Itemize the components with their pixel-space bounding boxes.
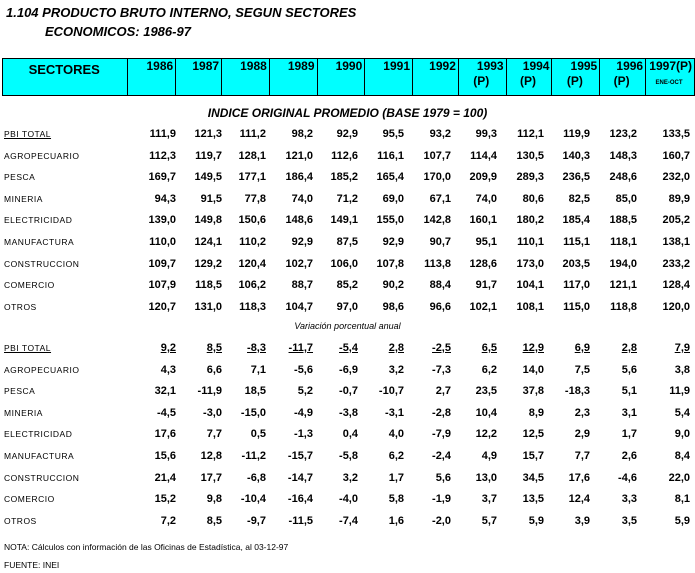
year-header (413, 59, 459, 96)
table-cell: 148,6 (285, 214, 313, 227)
table-row (0, 149, 695, 165)
table-cell: -6,8 (247, 471, 266, 484)
table-cell: -15,0 (240, 406, 266, 419)
table-cell: 8,4 (674, 450, 690, 462)
table-cell: 106,2 (238, 279, 266, 292)
year-label: 1995 (570, 59, 598, 73)
table-row (0, 257, 695, 273)
table-cell: 3,9 (574, 514, 590, 527)
table-cell: 7,7 (574, 450, 590, 462)
table-cell: 110,0 (149, 236, 176, 248)
table-cell: 92,9 (336, 128, 358, 140)
table-cell: 114,4 (470, 149, 497, 162)
year-suffix: (P) (613, 74, 630, 88)
table-cell: 1,7 (621, 428, 637, 441)
table-cell: 112,6 (331, 149, 358, 162)
table-cell: -10,4 (240, 493, 266, 506)
table-cell: 15,6 (154, 450, 176, 462)
row-label: MANUFACTURA (4, 237, 75, 247)
table-cell: 209,9 (469, 171, 497, 184)
row-label: OTROS (4, 301, 37, 312)
table-cell: -7,3 (432, 363, 451, 376)
table-cell: 9,8 (206, 493, 222, 506)
table-cell: -7,9 (432, 428, 451, 441)
section1-title: INDICE ORIGINAL PROMEDIO (BASE 1979 = 100) (207, 106, 488, 120)
table-cell: -3,0 (203, 406, 222, 419)
year-header (600, 59, 646, 96)
table-cell: 149,8 (194, 214, 222, 227)
table-cell: 133,5 (662, 128, 690, 140)
table-cell: 165,4 (376, 171, 404, 184)
table-cell: 205,2 (662, 214, 690, 227)
table-cell: -1,3 (294, 428, 313, 441)
table-cell: -5,8 (339, 450, 358, 462)
table-cell: 11,9 (669, 385, 690, 398)
table-row (0, 384, 695, 400)
table-cell: 120,7 (148, 300, 176, 313)
table-row (0, 213, 695, 229)
table-cell: 92,9 (382, 236, 404, 248)
table-cell: 5,6 (621, 363, 637, 376)
table-cell: 128,4 (662, 279, 690, 292)
table-cell: 149,5 (194, 171, 222, 184)
table-cell: 14,0 (522, 363, 544, 376)
table-cell: 89,9 (668, 192, 690, 205)
table-cell: 5,9 (528, 514, 544, 527)
table-cell: 128,6 (469, 257, 497, 270)
sectors-header: SECTORES (3, 59, 128, 96)
table-row (0, 341, 695, 357)
row-label: CONSTRUCCION (4, 472, 80, 483)
table-cell: 90,7 (429, 236, 451, 248)
table-cell: 97,0 (336, 300, 358, 313)
table-cell: 3,3 (621, 493, 637, 506)
row-label: COMERCIO (4, 280, 55, 291)
table-cell: 115,0 (563, 300, 590, 313)
table-cell: 91,7 (475, 279, 497, 292)
table-cell: 74,0 (291, 192, 313, 205)
table-cell: -6,9 (339, 363, 358, 376)
table-cell: 104,1 (516, 279, 544, 292)
table-cell: 37,8 (522, 385, 544, 398)
row-label: PBI TOTAL (4, 129, 52, 139)
table-cell: 17,6 (154, 428, 176, 441)
table-row (0, 278, 695, 294)
header-row (3, 59, 695, 96)
row-label: AGROPECUARIO (4, 364, 80, 375)
table-cell: 5,7 (481, 514, 497, 527)
table-cell: 6,6 (206, 363, 222, 376)
row-label: PESCA (4, 172, 36, 183)
table-row (0, 170, 695, 186)
table-row (0, 192, 695, 208)
table-cell: 8,1 (674, 493, 690, 506)
table-cell: 94,3 (154, 192, 176, 205)
table-cell: 34,5 (522, 471, 544, 484)
table-cell: 98,2 (291, 128, 313, 140)
table-cell: 104,7 (285, 300, 313, 313)
table-cell: 6,9 (574, 342, 590, 354)
table-cell: 17,6 (568, 471, 590, 484)
year-header (176, 59, 222, 96)
table-cell: 118,3 (239, 300, 266, 313)
table-cell: 111,2 (239, 128, 266, 140)
table-cell: 85,0 (615, 192, 637, 205)
table-cell: -15,7 (287, 450, 313, 462)
table-cell: -2,8 (432, 406, 451, 419)
year-header (222, 59, 270, 96)
table-cell: 8,9 (528, 406, 544, 419)
table-cell: 150,6 (238, 214, 266, 227)
table-cell: -4,6 (618, 471, 637, 484)
table-cell: 88,7 (291, 279, 313, 292)
table-cell: 102,1 (469, 300, 497, 313)
table-cell: 107,9 (148, 279, 176, 292)
table-cell: 91,5 (200, 192, 222, 205)
table-cell: 3,2 (342, 471, 358, 484)
row-label: AGROPECUARIO (4, 150, 80, 161)
table-row (0, 300, 695, 316)
table-cell: 119,7 (195, 149, 222, 162)
year-label: 1991 (383, 59, 410, 73)
table-cell: 110,1 (517, 236, 544, 248)
table-cell: 2,9 (574, 428, 590, 441)
table-cell: 22,0 (668, 471, 690, 484)
table-row (0, 449, 695, 465)
row-label: MINERIA (4, 193, 43, 204)
row-label: MINERIA (4, 407, 43, 418)
table-cell: 99,3 (475, 128, 497, 140)
table-cell: 95,5 (382, 128, 404, 140)
table-cell: 7,1 (250, 363, 266, 376)
table-row (0, 406, 695, 422)
table-cell: 107,8 (376, 257, 404, 270)
table-cell: 96,6 (429, 300, 451, 313)
table-cell: 90,2 (382, 279, 404, 292)
table-cell: 233,2 (662, 257, 690, 270)
table-cell: 148,3 (609, 149, 637, 162)
table-cell: 169,7 (148, 171, 176, 184)
table-cell: 118,1 (610, 236, 637, 248)
year-suffix: (P) (473, 74, 490, 88)
row-label: OTROS (4, 515, 37, 526)
table-cell: 2,8 (388, 342, 404, 354)
table-cell: 177,1 (238, 171, 266, 184)
table-cell: -16,4 (287, 493, 313, 506)
table-cell: 18,5 (244, 385, 266, 398)
table-cell: 232,0 (662, 171, 690, 184)
table-cell: 3,8 (674, 363, 690, 376)
table-cell: 17,7 (200, 471, 222, 484)
table-cell: 129,2 (194, 257, 222, 270)
table-cell: 2,6 (621, 450, 637, 462)
table-cell: 124,1 (194, 236, 222, 248)
table-cell: 139,0 (148, 214, 176, 227)
table-cell: 0,4 (342, 428, 358, 441)
year-label: 1989 (287, 59, 315, 73)
table-cell: 160,1 (469, 214, 497, 227)
table-cell: 120,0 (662, 300, 690, 313)
table-cell: 149,1 (330, 214, 358, 227)
table-cell: 185,2 (330, 171, 358, 184)
table-cell: -4,9 (294, 406, 313, 419)
table-cell: 116,1 (377, 149, 404, 162)
table-cell: 118,5 (195, 279, 222, 292)
table-cell: 123,2 (609, 128, 637, 140)
table-cell: 4,0 (388, 428, 404, 441)
table-row (0, 514, 695, 530)
row-label: PESCA (4, 386, 36, 397)
table-cell: 12,4 (568, 493, 590, 506)
table-cell: 12,8 (200, 450, 222, 462)
year-header (646, 59, 695, 96)
table-cell: 170,0 (423, 171, 451, 184)
table-cell: 3,7 (481, 493, 497, 506)
footnote: NOTA: Cálculos con información de las Oficinas de Estadística, al 03-12-97 (4, 542, 289, 552)
table-cell: 82,5 (568, 192, 590, 205)
table-cell: 109,7 (148, 257, 176, 270)
table-cell: -4,0 (339, 493, 358, 506)
table-cell: 3,5 (621, 514, 637, 527)
year-header (458, 59, 506, 96)
section2-title: Variación porcentual anual (294, 321, 401, 331)
table-cell: -10,7 (378, 385, 404, 398)
year-suffix: (P) (566, 74, 583, 88)
table-cell: -2,5 (432, 342, 451, 354)
table-cell: -1,9 (432, 493, 451, 506)
table-cell: 80,6 (522, 192, 544, 205)
table-cell: 71,2 (336, 192, 358, 205)
table-row (0, 427, 695, 443)
table-cell: -3,1 (385, 406, 404, 419)
table-cell: 113,8 (424, 257, 451, 270)
table-cell: -5,4 (339, 342, 358, 354)
table-cell: 236,5 (562, 171, 590, 184)
table-cell: 173,0 (516, 257, 544, 270)
year-label: 1996 (616, 59, 644, 73)
table-cell: 74,0 (475, 192, 497, 205)
table-cell: 186,4 (285, 171, 313, 184)
year-label: 1990 (335, 59, 363, 73)
row-label: ELECTRICIDAD (4, 215, 73, 226)
table-cell: -7,4 (339, 514, 358, 527)
table-cell: 248,6 (609, 171, 637, 184)
table-cell: 93,2 (429, 128, 451, 140)
table-cell: -11,7 (288, 342, 313, 354)
table-cell: 13,5 (522, 493, 544, 506)
table-cell: 15,7 (522, 450, 544, 462)
table-cell: 6,2 (388, 450, 404, 462)
table-cell: 128,1 (238, 149, 266, 162)
table-cell: -11,5 (288, 514, 313, 527)
table-cell: 98,6 (382, 300, 404, 313)
table-cell: 102,7 (285, 257, 313, 270)
table-cell: 121,3 (194, 128, 222, 140)
table-cell: 140,3 (562, 149, 590, 162)
table-cell: -4,5 (157, 406, 176, 419)
table-cell: 180,2 (516, 214, 544, 227)
year-header (128, 59, 176, 96)
table-cell: 0,5 (250, 428, 266, 441)
table-cell: 12,9 (522, 342, 544, 354)
table-cell: 5,8 (388, 493, 404, 506)
year-header (506, 59, 552, 96)
table-cell: 32,1 (154, 385, 176, 398)
table-cell: -8,3 (247, 342, 266, 354)
table-cell: 6,2 (481, 363, 497, 376)
table-cell: 23,5 (475, 385, 497, 398)
table-row (0, 127, 695, 143)
table-cell: 85,2 (336, 279, 358, 292)
year-header (317, 59, 365, 96)
column-header (2, 58, 695, 96)
table-cell: 194,0 (609, 257, 637, 270)
table-row (0, 363, 695, 379)
table-cell: 130,5 (516, 149, 544, 162)
table-cell: 5,2 (297, 385, 313, 398)
table-cell: 10,4 (475, 406, 497, 419)
table-cell: 121,1 (609, 279, 637, 292)
table-cell: 87,5 (336, 236, 358, 248)
table-cell: 2,8 (621, 342, 637, 354)
table-cell: 106,0 (330, 257, 358, 270)
year-label: 1987 (192, 59, 220, 73)
table-cell: 2,3 (574, 406, 590, 419)
table-cell: 95,1 (475, 236, 497, 248)
table-cell: 6,5 (481, 342, 497, 354)
table-cell: 15,2 (154, 493, 176, 506)
table-cell: 107,7 (423, 149, 451, 162)
table-cell: -3,8 (339, 406, 358, 419)
year-label: 1988 (240, 59, 267, 73)
table-cell: 5,9 (674, 514, 690, 527)
year-header (552, 59, 600, 96)
table-cell: 21,4 (154, 471, 176, 484)
table-title-line2: ECONOMICOS: 1986-97 (45, 24, 191, 39)
table-cell: 138,1 (662, 236, 690, 248)
table-cell: 12,2 (475, 428, 497, 441)
table-cell: 7,9 (674, 342, 690, 354)
row-label: COMERCIO (4, 494, 55, 505)
table-cell: -14,7 (287, 471, 313, 484)
source: FUENTE: INEI (4, 560, 60, 570)
year-suffix: (P) (520, 74, 537, 88)
table-cell: 7,5 (574, 363, 590, 376)
table-cell: 9,2 (160, 342, 176, 354)
table-cell: 5,4 (674, 406, 690, 419)
table-cell: 67,1 (429, 192, 451, 205)
table-cell: 155,0 (376, 214, 404, 227)
table-cell: 112,3 (149, 149, 176, 162)
year-label: 1986 (146, 59, 174, 73)
table-cell: 69,0 (382, 192, 404, 205)
table-cell: 112,1 (517, 128, 544, 140)
table-cell: 110,2 (239, 236, 266, 248)
table-cell: 160,7 (662, 149, 690, 162)
year-label: 1993 (476, 59, 504, 73)
table-cell: -0,7 (339, 385, 358, 398)
table-cell: 5,1 (621, 385, 637, 398)
table-cell: 3,1 (621, 406, 637, 419)
table-cell: 185,4 (562, 214, 590, 227)
table-cell: -11,2 (241, 450, 266, 462)
year-label: 1997(P) (649, 59, 692, 73)
row-label: ELECTRICIDAD (4, 429, 73, 440)
table-cell: 88,4 (429, 279, 451, 292)
table-row (0, 492, 695, 508)
year-label: 1994 (522, 59, 550, 73)
table-cell: 4,3 (160, 363, 176, 376)
table-cell: 120,4 (238, 257, 266, 270)
table-cell: -11,9 (197, 385, 222, 398)
year-label: 1992 (429, 59, 456, 73)
row-label: CONSTRUCCION (4, 258, 80, 269)
table-cell: 3,2 (388, 363, 404, 376)
table-row (0, 235, 695, 251)
table-cell: 203,5 (562, 257, 590, 270)
table-cell: 119,9 (563, 128, 590, 140)
table-row (0, 471, 695, 487)
row-label: MANUFACTURA (4, 451, 75, 461)
year-header (365, 59, 413, 96)
table-cell: 9,0 (674, 428, 690, 441)
table-cell: 289,3 (516, 171, 544, 184)
table-cell: 131,0 (194, 300, 222, 313)
table-cell: 8,5 (206, 342, 222, 354)
table-cell: 111,9 (149, 128, 176, 140)
table-cell: 1,6 (388, 514, 404, 527)
table-cell: -2,4 (432, 450, 451, 462)
table-cell: 92,9 (291, 236, 313, 248)
table-cell: -18,3 (564, 385, 590, 398)
table-cell: 1,7 (388, 471, 404, 484)
row-label: PBI TOTAL (4, 343, 52, 353)
table-cell: -2,0 (432, 514, 451, 527)
table-cell: 12,5 (522, 428, 544, 441)
table-cell: 118,8 (610, 300, 637, 313)
table-cell: 7,2 (160, 514, 176, 527)
table-cell: 121,0 (285, 149, 313, 162)
table-cell: -5,6 (294, 363, 313, 376)
table-cell: 117,0 (563, 279, 590, 292)
table-cell: 188,5 (609, 214, 637, 227)
year-header (269, 59, 317, 96)
table-cell: 13,0 (475, 471, 497, 484)
table-cell: 2,7 (435, 385, 451, 398)
table-cell: -9,7 (247, 514, 266, 527)
table-cell: 5,6 (435, 471, 451, 484)
table-title-line1: 1.104 PRODUCTO BRUTO INTERNO, SEGUN SECTORES (6, 5, 357, 20)
table-cell: 77,8 (244, 192, 266, 205)
table-cell: 8,5 (206, 514, 222, 527)
table-cell: 115,1 (563, 236, 590, 248)
table-cell: 7,7 (206, 428, 222, 441)
table-cell: 142,8 (423, 214, 451, 227)
year-suffix: ENE-OCT (655, 80, 683, 86)
table-cell: 4,9 (481, 450, 497, 462)
table-cell: 108,1 (516, 300, 544, 313)
